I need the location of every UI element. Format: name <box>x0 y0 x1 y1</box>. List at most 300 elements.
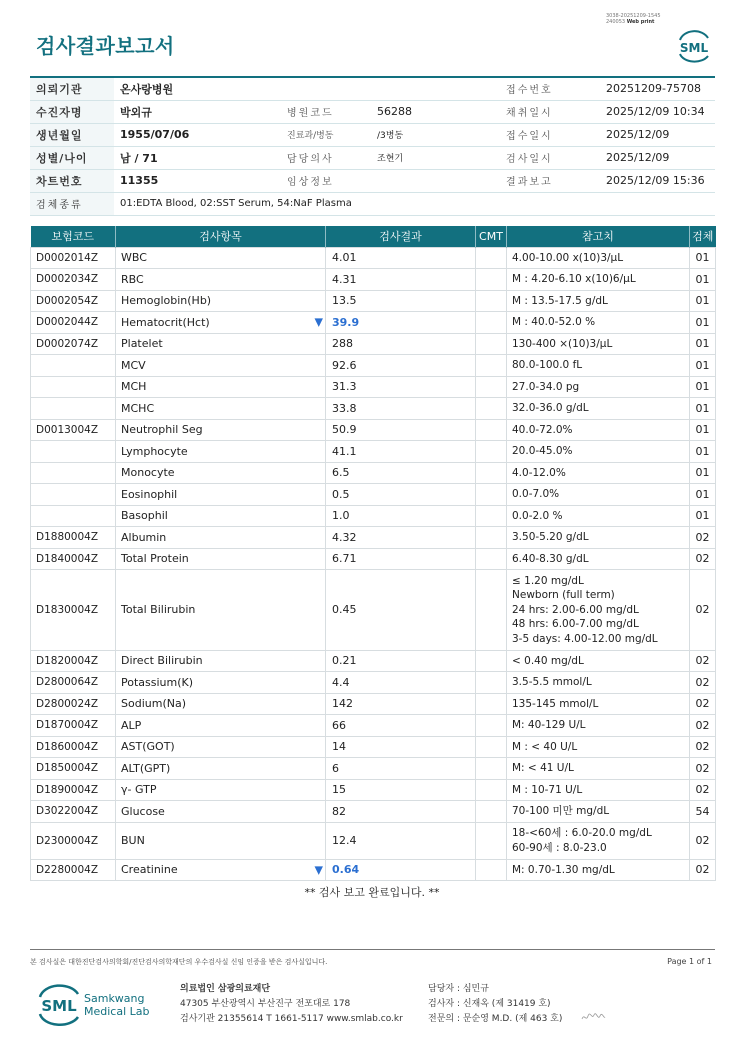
comment-cell <box>476 859 507 881</box>
staff-value: 신재옥 (제 31419 호) <box>462 999 551 1009</box>
insurance-code: D2300004Z <box>31 822 116 859</box>
reference-range <box>507 758 690 780</box>
test-result: 14 <box>326 736 476 758</box>
result-row <box>31 484 716 506</box>
test-result: 288 <box>326 333 476 355</box>
low-flag-icon: ▼ <box>314 863 323 877</box>
reference-range <box>507 505 690 527</box>
test-item-name: γ- GTP <box>121 783 157 797</box>
test-item-name: Sodium(Na) <box>121 697 186 711</box>
reference-line: M: 0.70-1.30 mg/dL <box>512 863 615 876</box>
reference-line: 24 hrs: 2.00-6.00 mg/dL <box>512 603 639 616</box>
comment-cell <box>476 527 507 549</box>
staff-value: 심민규 <box>462 984 489 994</box>
specimen-code: 02 <box>690 570 716 651</box>
reference-line: 4.0-12.0% <box>512 466 566 479</box>
specimen-code: 01 <box>690 462 716 484</box>
test-item <box>116 355 326 377</box>
reference-line: 0.0-2.0 % <box>512 509 563 522</box>
info-row <box>30 146 715 169</box>
test-item <box>116 715 326 737</box>
test-item <box>116 247 326 269</box>
test-item <box>116 419 326 441</box>
test-item-name: RBC <box>121 272 144 286</box>
reference-line: 48 hrs: 6.00-7.00 mg/dL <box>512 618 639 630</box>
comment-cell <box>476 333 507 355</box>
test-item-name: Monocyte <box>121 466 175 480</box>
specimen-types: 01:EDTA Blood, 02:SST Serum, 54:NaF Plasma <box>114 192 715 215</box>
comment-cell <box>476 736 507 758</box>
test-result: 33.8 <box>326 398 476 420</box>
page-number: Page 1 of 1 <box>667 957 712 966</box>
reference-range <box>507 650 690 672</box>
test-result: 0.64 <box>326 859 476 881</box>
insurance-code: D0002044Z <box>31 312 116 334</box>
result-row <box>31 822 716 859</box>
info-label: 차트번호 <box>30 169 114 192</box>
reference-range <box>507 419 690 441</box>
comment-cell <box>476 462 507 484</box>
test-item-name: BUN <box>121 834 145 847</box>
test-result: 41.1 <box>326 441 476 463</box>
reference-line: 70-100 미만 mg/dL <box>512 805 610 817</box>
info-label: 담당의사 <box>281 146 371 169</box>
insurance-code: D1850004Z <box>31 758 116 780</box>
reference-range <box>507 355 690 377</box>
reference-range <box>507 312 690 334</box>
specimen-code: 02 <box>690 758 716 780</box>
signature-icon <box>580 1010 606 1024</box>
print-id-mode: Web print <box>626 19 655 25</box>
test-item-name: ALT(GPT) <box>121 761 171 775</box>
comment-cell <box>476 376 507 398</box>
test-item <box>116 376 326 398</box>
reference-range <box>507 672 690 694</box>
reference-range <box>507 290 690 312</box>
test-item <box>116 269 326 291</box>
reference-line: 40.0-72.0% <box>512 423 573 436</box>
test-item <box>116 859 326 881</box>
footer-logo-mark: SML <box>41 997 77 1015</box>
test-item-name: AST(GOT) <box>121 740 175 754</box>
test-item <box>116 736 326 758</box>
col-header-result: 검사결과 <box>326 226 476 247</box>
comment-cell <box>476 548 507 570</box>
reference-range <box>507 398 690 420</box>
test-result: 1.0 <box>326 505 476 527</box>
reference-range <box>507 376 690 398</box>
footer-logo-line2: Medical Lab <box>84 1005 150 1018</box>
sml-logo-icon <box>675 27 713 63</box>
test-item-name: Lymphocyte <box>121 444 188 458</box>
info-label: 검체종류 <box>30 192 114 215</box>
insurance-code: D0013004Z <box>31 419 116 441</box>
reference-line: 0.0-7.0% <box>512 488 560 500</box>
specimen-code: 02 <box>690 779 716 801</box>
result-row <box>31 570 716 651</box>
test-item-name: Glucose <box>121 804 165 818</box>
reference-line: 3.5-5.5 mmol/L <box>512 676 592 688</box>
insurance-code: D2280004Z <box>31 859 116 881</box>
result-row <box>31 715 716 737</box>
certification-note: 본 검사실은 대한진단검사의학회/진단검사의학재단의 우수검사실 신임 인증을 받은 검사실입니다. <box>30 958 328 966</box>
test-item-name: Potassium(K) <box>121 675 194 689</box>
specimen-code: 01 <box>690 269 716 291</box>
info-value: 2025/12/09 <box>600 146 715 169</box>
test-result: 66 <box>326 715 476 737</box>
comment-cell <box>476 290 507 312</box>
specimen-code: 02 <box>690 650 716 672</box>
insurance-code: D0002074Z <box>31 333 116 355</box>
specimen-code: 02 <box>690 527 716 549</box>
comment-cell <box>476 650 507 672</box>
test-item-name: WBC <box>121 251 147 265</box>
info-row <box>30 123 715 146</box>
test-result: 0.21 <box>326 650 476 672</box>
test-item-name: Basophil <box>121 509 168 523</box>
insurance-code: D0002054Z <box>31 290 116 312</box>
test-item-name: Total Bilirubin <box>121 603 196 617</box>
test-result: 92.6 <box>326 355 476 377</box>
org-name: 의료법인 삼광의료재단 <box>180 984 271 994</box>
test-result: 82 <box>326 801 476 823</box>
info-row <box>30 77 715 100</box>
info-label: 접수번호 <box>500 77 600 100</box>
insurance-code: D1840004Z <box>31 548 116 570</box>
insurance-code <box>31 505 116 527</box>
test-item <box>116 548 326 570</box>
info-label: 임상정보 <box>281 169 371 192</box>
reference-range <box>507 570 690 651</box>
specimen-code: 01 <box>690 290 716 312</box>
samkwang-logo-icon <box>36 980 176 1028</box>
org-address: 47305 부산광역시 부산진구 전포대로 178 <box>180 999 351 1009</box>
test-item-name: ALP <box>121 718 142 732</box>
reference-range <box>507 715 690 737</box>
reference-range <box>507 462 690 484</box>
completion-note: ** 검사 보고 완료입니다. ** <box>304 886 440 899</box>
info-label: 접수일시 <box>500 123 600 146</box>
comment-cell <box>476 505 507 527</box>
test-result: 15 <box>326 779 476 801</box>
info-label: 수진자명 <box>30 100 114 123</box>
col-header-code: 보험코드 <box>31 226 116 247</box>
test-item <box>116 505 326 527</box>
reference-line: M : 13.5-17.5 g/dL <box>512 294 608 307</box>
specimen-code: 01 <box>690 355 716 377</box>
result-row <box>31 758 716 780</box>
specimen-code: 01 <box>690 333 716 355</box>
staff-value: 문순영 M.D. (제 463 호) <box>462 1014 563 1024</box>
test-item-name: Eosinophil <box>121 487 178 501</box>
insurance-code <box>31 484 116 506</box>
test-item-name: Creatinine <box>121 863 178 877</box>
patient-info-table <box>30 76 715 216</box>
result-row <box>31 333 716 355</box>
result-row <box>31 548 716 570</box>
reference-line: Newborn (full term) <box>512 589 615 601</box>
print-id-number: 240053 <box>606 19 626 25</box>
info-value: 박외규 <box>114 100 281 123</box>
specimen-code: 01 <box>690 312 716 334</box>
test-item-name: MCV <box>121 358 146 372</box>
test-item <box>116 779 326 801</box>
info-label: 결과보고 <box>500 169 600 192</box>
info-value: 조현기 <box>371 146 500 169</box>
reference-range <box>507 247 690 269</box>
result-row <box>31 376 716 398</box>
test-item-name: Hemoglobin(Hb) <box>121 294 212 308</box>
specimen-code: 02 <box>690 715 716 737</box>
reference-range <box>507 736 690 758</box>
info-label: 성별/나이 <box>30 146 114 169</box>
info-row <box>30 169 715 192</box>
reference-range <box>507 548 690 570</box>
result-row <box>31 441 716 463</box>
info-value: 11355 <box>114 169 281 192</box>
specimen-code: 02 <box>690 822 716 859</box>
staff-info <box>428 982 562 1027</box>
test-result: 4.4 <box>326 672 476 694</box>
staff-label: 전문의 : <box>428 1014 460 1024</box>
test-item <box>116 462 326 484</box>
specimen-code: 01 <box>690 419 716 441</box>
reference-line: 20.0-45.0% <box>512 445 573 457</box>
test-result: 0.5 <box>326 484 476 506</box>
insurance-code <box>31 376 116 398</box>
info-value: 2025/12/09 15:36 <box>600 169 715 192</box>
comment-cell <box>476 419 507 441</box>
test-item-name: MCHC <box>121 401 155 415</box>
reference-range <box>507 801 690 823</box>
result-row <box>31 779 716 801</box>
specimen-code: 02 <box>690 859 716 881</box>
test-result: 6.71 <box>326 548 476 570</box>
comment-cell <box>476 355 507 377</box>
test-result: 13.5 <box>326 290 476 312</box>
reference-line: 18-<60세 : 6.0-20.0 mg/dL <box>512 827 652 839</box>
insurance-code: D3022004Z <box>31 801 116 823</box>
comment-cell <box>476 398 507 420</box>
reference-line: M: 40-129 U/L <box>512 719 586 731</box>
reference-range <box>507 527 690 549</box>
info-label: 병원코드 <box>281 100 371 123</box>
reference-line: M: < 41 U/L <box>512 762 574 774</box>
insurance-code <box>31 355 116 377</box>
reference-line: M : 4.20-6.10 x(10)6/μL <box>512 273 636 285</box>
col-header-cmt: CMT <box>476 226 507 247</box>
result-row <box>31 247 716 269</box>
reference-line: 80.0-100.0 fL <box>512 359 583 371</box>
insurance-code: D0002014Z <box>31 247 116 269</box>
info-row <box>30 192 715 215</box>
footer-logo-line1: Samkwang <box>84 992 145 1005</box>
result-row <box>31 355 716 377</box>
reference-range <box>507 779 690 801</box>
result-row <box>31 462 716 484</box>
reference-line: ≤ 1.20 mg/dL <box>512 574 584 587</box>
footer-divider <box>30 949 715 950</box>
reference-line: 32.0-36.0 g/dL <box>512 402 589 414</box>
test-result: 142 <box>326 693 476 715</box>
test-result: 50.9 <box>326 419 476 441</box>
org-contact: 검사기관 21355614 T 1661-5117 www.smlab.co.kr <box>180 1014 403 1024</box>
result-row <box>31 269 716 291</box>
print-id-line1: 3038-20251209-1545 <box>606 13 661 19</box>
info-label: 채취일시 <box>500 100 600 123</box>
test-result: 6 <box>326 758 476 780</box>
specimen-code: 01 <box>690 398 716 420</box>
test-item <box>116 758 326 780</box>
specimen-code: 01 <box>690 247 716 269</box>
comment-cell <box>476 715 507 737</box>
test-item-name: Platelet <box>121 337 163 351</box>
result-row <box>31 398 716 420</box>
info-label: 생년월일 <box>30 123 114 146</box>
reference-range <box>507 822 690 859</box>
result-row <box>31 859 716 881</box>
col-header-ref: 참고치 <box>507 226 690 247</box>
info-label: 진료과/병동 <box>281 123 371 146</box>
comment-cell <box>476 672 507 694</box>
insurance-code: D1890004Z <box>31 779 116 801</box>
test-result: 39.9 <box>326 312 476 334</box>
result-row <box>31 505 716 527</box>
reference-range <box>507 693 690 715</box>
specimen-code: 01 <box>690 484 716 506</box>
test-result: 0.45 <box>326 570 476 651</box>
reference-line: 3-5 days: 4.00-12.00 mg/dL <box>512 632 658 645</box>
result-row <box>31 419 716 441</box>
test-item <box>116 801 326 823</box>
info-value: 2025/12/09 10:34 <box>600 100 715 123</box>
result-row <box>31 801 716 823</box>
insurance-code: D2800064Z <box>31 672 116 694</box>
reference-line: M : < 40 U/L <box>512 740 578 753</box>
test-item <box>116 527 326 549</box>
organization-info <box>180 982 403 1027</box>
info-value: 2025/12/09 <box>600 123 715 146</box>
reference-range <box>507 484 690 506</box>
insurance-code: D1830004Z <box>31 570 116 651</box>
sml-logo-text: SML <box>679 41 709 55</box>
info-value: 남 / 71 <box>114 146 281 169</box>
test-result: 4.31 <box>326 269 476 291</box>
test-item-name: MCH <box>121 380 147 394</box>
reference-line: M : 40.0-52.0 % <box>512 316 596 328</box>
comment-cell <box>476 484 507 506</box>
test-item <box>116 312 326 334</box>
test-item <box>116 672 326 694</box>
result-row <box>31 527 716 549</box>
test-item-name: Direct Bilirubin <box>121 654 203 668</box>
test-result: 31.3 <box>326 376 476 398</box>
insurance-code <box>31 398 116 420</box>
reference-line: 6.40-8.30 g/dL <box>512 552 589 565</box>
comment-cell <box>476 570 507 651</box>
info-value: 56288 <box>371 100 500 123</box>
staff-label: 담당자 : <box>428 984 460 994</box>
reference-range <box>507 269 690 291</box>
reference-line: M : 10-71 U/L <box>512 783 583 796</box>
insurance-code: D2800024Z <box>31 693 116 715</box>
test-item <box>116 398 326 420</box>
insurance-code: D1860004Z <box>31 736 116 758</box>
specimen-code: 01 <box>690 376 716 398</box>
test-item-name: Neutrophil Seg <box>121 423 203 437</box>
result-row <box>31 736 716 758</box>
test-result: 12.4 <box>326 822 476 859</box>
test-item <box>116 693 326 715</box>
insurance-code <box>31 441 116 463</box>
comment-cell <box>476 758 507 780</box>
comment-cell <box>476 441 507 463</box>
specimen-code: 02 <box>690 693 716 715</box>
test-result: 4.32 <box>326 527 476 549</box>
result-row <box>31 650 716 672</box>
col-header-item: 검사항목 <box>116 226 326 247</box>
insurance-code: D1880004Z <box>31 527 116 549</box>
col-header-specimen: 검체 <box>690 226 716 247</box>
test-item <box>116 290 326 312</box>
result-row <box>31 693 716 715</box>
info-label: 검사일시 <box>500 146 600 169</box>
comment-cell <box>476 269 507 291</box>
comment-cell <box>476 247 507 269</box>
info-value: 온사랑병원 <box>114 77 500 100</box>
specimen-code: 02 <box>690 672 716 694</box>
info-label: 의뢰기관 <box>30 77 114 100</box>
test-item <box>116 484 326 506</box>
info-value: 1955/07/06 <box>114 123 281 146</box>
result-row <box>31 672 716 694</box>
reference-range <box>507 441 690 463</box>
print-id <box>606 13 661 25</box>
low-flag-icon: ▼ <box>314 315 323 329</box>
comment-cell <box>476 779 507 801</box>
specimen-code: 01 <box>690 441 716 463</box>
page-title: 검사결과보고서 <box>36 34 175 58</box>
results-header-row <box>31 226 716 247</box>
reference-line: 60-90세 : 8.0-23.0 <box>512 841 607 854</box>
comment-cell <box>476 693 507 715</box>
specimen-code: 02 <box>690 736 716 758</box>
test-item <box>116 333 326 355</box>
reference-line: < 0.40 mg/dL <box>512 654 584 667</box>
test-item <box>116 822 326 859</box>
test-result: 6.5 <box>326 462 476 484</box>
test-item <box>116 570 326 651</box>
info-value <box>371 169 500 192</box>
results-table <box>30 226 716 881</box>
result-row <box>31 312 716 334</box>
test-item-name: Hematocrit(Hct) <box>121 315 210 329</box>
specimen-code: 01 <box>690 505 716 527</box>
test-item <box>116 441 326 463</box>
reference-range <box>507 333 690 355</box>
specimen-code: 02 <box>690 548 716 570</box>
test-result: 4.01 <box>326 247 476 269</box>
staff-label: 검사자 : <box>428 999 460 1009</box>
reference-line: 27.0-34.0 pg <box>512 380 580 393</box>
reference-line: 4.00-10.00 x(10)3/μL <box>512 251 624 264</box>
comment-cell <box>476 801 507 823</box>
reference-line: 135-145 mmol/L <box>512 697 599 710</box>
info-value: /3병동 <box>371 123 500 146</box>
insurance-code: D1870004Z <box>31 715 116 737</box>
insurance-code <box>31 462 116 484</box>
specimen-code: 54 <box>690 801 716 823</box>
